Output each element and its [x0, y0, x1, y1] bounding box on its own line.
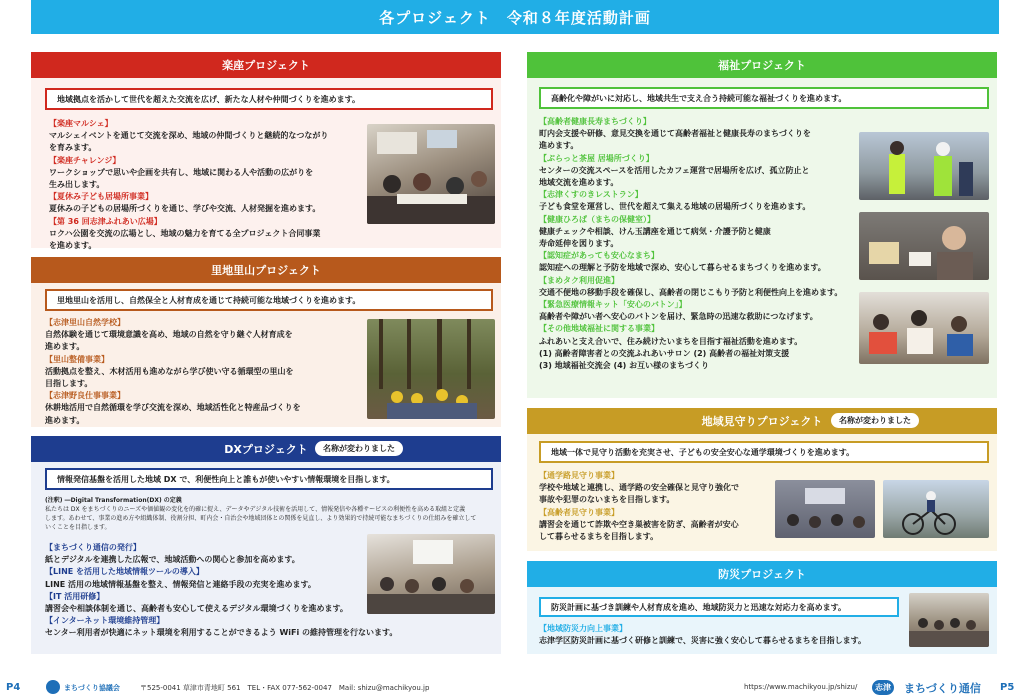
seminar-photo-icon	[367, 534, 495, 614]
rakuza-heading	[31, 52, 501, 78]
page-number-right: P5	[1000, 682, 1015, 693]
dx-item-tag: 【まちづくり通信の発行】	[45, 543, 141, 552]
rakuza-item-text: マルシェイベントを通じて交流を深め、地域の仲間づくりと継続的なつながり	[49, 131, 329, 141]
dx-heading	[31, 436, 501, 462]
rakuza-heading-text: 楽座プロジェクト	[222, 59, 310, 72]
rakuza-item-tag: 【第 36 回志津ふれあい広場】	[49, 216, 162, 226]
kids-restaurant-photo-icon	[859, 292, 989, 364]
mimamori-heading-text: 地域見守りプロジェクト	[701, 415, 823, 428]
satochi-item-text: 進めます。	[45, 342, 85, 352]
page-title-bar	[31, 0, 999, 34]
satochi-summary-text: 里地里山を活用し、自然保全と人材育成を通じて持続可能な地域づくりを進めます。	[57, 295, 361, 305]
bousai-heading-text: 防災プロジェクト	[718, 568, 806, 581]
dx-item-text: センター利用者が快適にネット環境を利用することができるよう WiFi の維持管理を行ないます。	[45, 628, 398, 638]
bousai-heading	[527, 561, 997, 587]
dx-note-line: 私たちは DX をまちづくりのニーズや価値観の変化を的確に捉え、データやデジタル技術を活用して、情報発信や各種サービスの利便性を高める取組と定義	[45, 506, 466, 513]
fukushi-item-text: 子ども食堂を運営し、世代を超えて集える地域の居場所づくりを進めます。	[539, 202, 811, 212]
org-name: まちづくり協議会	[64, 684, 120, 692]
fukushi-item-tag: 【認知症があっても安心なまち】	[539, 251, 659, 261]
rakuza-item-text: を進めます。	[49, 241, 97, 251]
fukushi-item-text: (1) 高齢者障害者との交流ふれあいサロン (2) 高齢者の福祉対策支援	[539, 348, 790, 358]
fukushi-item-text: 町内会支援や研修、意見交換を通じて高齢者福祉と健康長寿のまちづくりを	[539, 129, 811, 139]
fukushi-item-text: ふれあいと支え合いで、住み続けたいまちを目指す福祉活動を進めます。	[539, 336, 803, 346]
mimamori-item-text: 学校や地域と連携し、通学路の安全確保と見守り強化で	[539, 483, 739, 493]
dx-note-lines	[45, 505, 495, 532]
rakuza-panel	[31, 52, 501, 251]
dx-item-text: 紙とデジタルを連携した広報で、地域活動への関心と参加を高めます。	[45, 555, 300, 565]
fukushi-item-text: (3) 地域福祉交流会 (4) お互い様のまちづくり	[539, 361, 710, 371]
dx-item-tag: 【LINE を活用した地域情報ツールの導入】	[45, 567, 204, 577]
rakuza-item-text: 生み出します。	[49, 180, 105, 190]
rakuza-item-text: 夏休みの子どもの居場所づくりを通じ、学びや交流、人材発掘を進めます。	[49, 204, 321, 214]
dx-item-tag: 【IT 活用研修】	[45, 591, 105, 601]
rakuza-item-text: ワークショップで思いや企画を共有し、地域に関わる人や活動の広がりを	[49, 167, 314, 177]
mimamori-item-text: して暮らせるまちを目指します。	[539, 532, 659, 542]
mimamori-renamed-badge: 名称が変わりました	[831, 413, 919, 428]
satochi-item-text: 休耕地活用で自然循環を学び交流を深め、地域活性化と特産品づくりを	[45, 403, 301, 413]
satochi-item-text: 進めます。	[45, 415, 85, 425]
org-logo-icon	[46, 680, 60, 694]
dx-photo	[367, 534, 495, 614]
mimamori-items	[539, 470, 779, 543]
bousai-items	[539, 623, 899, 647]
fukushi-item-text: 進めます。	[539, 141, 579, 151]
rakuza-summary-text: 地域拠点を活かして世代を超えた交流を広げ、新たな人材や仲間づくりを進めます。	[57, 94, 361, 104]
satochi-item-text: 目指します。	[45, 379, 93, 389]
fukushi-panel	[527, 52, 997, 398]
rakuza-items	[49, 118, 379, 252]
mimamori-item-text: 講習会を通じて詐欺や空き巣被害を防ぎ、高齢者が安心	[539, 519, 739, 529]
satochi-item-text: 活動拠点を整え、木材活用も進めながら学び使い守る循環型の里山を	[45, 366, 294, 376]
mimamori-photo-1	[775, 480, 875, 538]
fukushi-heading-text: 福祉プロジェクト	[718, 59, 806, 72]
fukushi-item-text: 健康チェックや相談、けん玉講座を通じて病気・介護予防と健康	[539, 226, 771, 236]
satochi-photo	[367, 319, 495, 419]
fukushi-item-text: センターの交流スペースを活用したカフェ運営で居場所を広げ、孤立防止と	[539, 165, 810, 175]
dx-note-line: します。あわせて、事業の進め方や組織体制、役割分担、町内会・自治会や地域団体との関係を見直し、より効果的で持続可能なまちづくりの仕組みを確立して	[45, 515, 477, 522]
footer-contact: 〒525-0041 草津市青地町 561 TEL・FAX 077-562-0047 Mail: shizu@machikyou.jp	[140, 684, 430, 692]
mimamori-summary	[539, 441, 989, 463]
rakuza-item-text: ロクハ公園を交流の広場とし、地域の魅力を育てる全プロジェクト合同事業	[49, 228, 321, 238]
fukushi-heading	[527, 52, 997, 78]
dx-note	[45, 496, 495, 532]
satochi-item-tag: 【里山整備事業】	[45, 354, 109, 364]
mimamori-summary-text: 地域一体で見守り活動を充実させ、子どもの安全安心な通学環境づくりを進めます。	[551, 447, 855, 457]
fukushi-item-text: 寿命延伸を図ります。	[539, 239, 619, 249]
satochi-panel	[31, 257, 501, 427]
disaster-training-photo-icon	[909, 593, 989, 647]
dx-item-text: LINE 活用の地域情報基盤を整え、情報発信と連絡手段の充実を進めます。	[45, 579, 316, 589]
rakuza-item-text: を育みます。	[49, 143, 97, 153]
fukushi-item-text: 地域交流を進めます。	[539, 178, 619, 188]
dx-renamed-badge: 名称が変わりました	[315, 441, 403, 456]
outdoor-walk-photo-icon	[859, 132, 989, 200]
satochi-heading-text: 里地里山プロジェクト	[211, 264, 321, 277]
workshop-photo-icon	[367, 124, 495, 224]
satochi-item-tag: 【志津里山自然学校】	[45, 318, 125, 327]
page-number-left: P4	[6, 682, 21, 693]
mimamori-panel	[527, 408, 997, 551]
fukushi-item-tag: 【ぷらっと茶屋 居場所づくり】	[539, 153, 654, 163]
dx-note-line: いくことを目指します。	[45, 524, 111, 531]
bousai-item-text: 志津学区防災計画に基づく研修と訓練で、災害に強く安心して暮らせるまちを目指します。	[539, 636, 866, 646]
rakuza-summary	[45, 88, 493, 110]
satochi-item-tag: 【志津野良仕事事業】	[45, 391, 125, 401]
fukushi-item-tag: 【緊急医療情報キット「安心のバトン」】	[539, 300, 687, 310]
mimamori-item-tag: 【高齢者見守り事業】	[539, 507, 619, 517]
fukushi-items	[539, 116, 869, 372]
brand-name: まちづくり通信	[904, 682, 981, 695]
satochi-items	[45, 317, 365, 427]
fukushi-item-tag: 【健康ひろば（まちの保健室）】	[539, 214, 655, 224]
satochi-heading	[31, 257, 501, 283]
rakuza-item-tag: 【楽座マルシェ】	[49, 119, 113, 128]
meeting-photo-icon	[775, 480, 875, 538]
fukushi-item-text: 交通不便地の移動手段を確保し、高齢者の閉じこもり予防と利便性向上を進めます。	[539, 287, 843, 297]
dx-heading-text: DXプロジェクト	[224, 443, 308, 456]
dx-panel	[31, 436, 501, 654]
dx-item-tag: 【インターネット環境維持管理】	[45, 616, 165, 626]
fukushi-summary-text: 高齢化や障がいに対応し、地域共生で支え合う持続可能な福祉づくりを進めます。	[551, 93, 847, 103]
fukushi-item-text: 認知症への理解と予防を地域で深め、安心して暮らせるまちづくりを進めます。	[539, 263, 826, 273]
rakuza-item-tag: 【夏休み子ども居場所事業】	[49, 192, 153, 202]
fukushi-photo-1	[859, 132, 989, 200]
mimamori-item-text: 事故や犯罪のないまちを目指します。	[539, 495, 675, 505]
forest-photo-icon	[367, 319, 495, 419]
fukushi-item-tag: 【まめタク利用促進】	[539, 275, 619, 285]
satochi-item-text: 自然体験を通じて環境意識を高め、地域の自然を守り継ぐ人材育成を	[45, 330, 293, 340]
mimamori-item-tag: 【通学路見守り事業】	[539, 471, 619, 480]
fukushi-item-tag: 【志津くすのきレストラン】	[539, 190, 643, 200]
mimamori-photo-2	[883, 480, 989, 538]
page-title: 各プロジェクト 令和８年度活動計画	[379, 8, 651, 27]
dx-item-text: 講習会や相談体制を通じ、高齢者も安心して使えるデジタル環境づくりを進めます。	[45, 604, 348, 614]
bousai-summary-text: 防災計画に基づき訓練や人材育成を進め、地域防災力と迅速な対応力を高めます。	[551, 602, 847, 612]
footer	[0, 676, 1024, 699]
fukushi-photo-2	[859, 212, 989, 280]
fukushi-item-tag: 【その他地域福祉に関する事業】	[539, 324, 659, 334]
dx-summary-text: 情報発信基盤を活用した地域 DX で、利便性向上と誰もが使いやすい情報環境を目指します。	[57, 474, 395, 484]
bicycle-safety-photo-icon	[883, 480, 989, 538]
health-check-photo-icon	[859, 212, 989, 280]
bousai-summary	[539, 597, 899, 617]
satochi-summary	[45, 289, 493, 311]
rakuza-item-tag: 【楽座チャレンジ】	[49, 155, 121, 165]
mimamori-heading	[527, 408, 997, 434]
fukushi-photo-3	[859, 292, 989, 364]
fukushi-item-tag: 【高齢者健康長寿まちづくり】	[539, 117, 651, 126]
dx-note-title: (注釈) ―Digital Transformation(DX) の定義	[45, 497, 182, 504]
bousai-panel	[527, 561, 997, 654]
bousai-photo	[909, 593, 989, 647]
bousai-item-tag: 【地域防災力向上事業】	[539, 624, 627, 633]
dx-summary	[45, 468, 493, 490]
brand-mark-icon: 志津	[872, 680, 894, 695]
rakuza-photo	[367, 124, 495, 224]
fukushi-item-text: 高齢者や障がい者へ安心のバトンを届け、緊急時の迅速な救助につなげます。	[539, 312, 818, 322]
fukushi-summary	[539, 87, 989, 109]
footer-url[interactable]: https://www.machikyou.jp/shizu/	[744, 683, 858, 691]
